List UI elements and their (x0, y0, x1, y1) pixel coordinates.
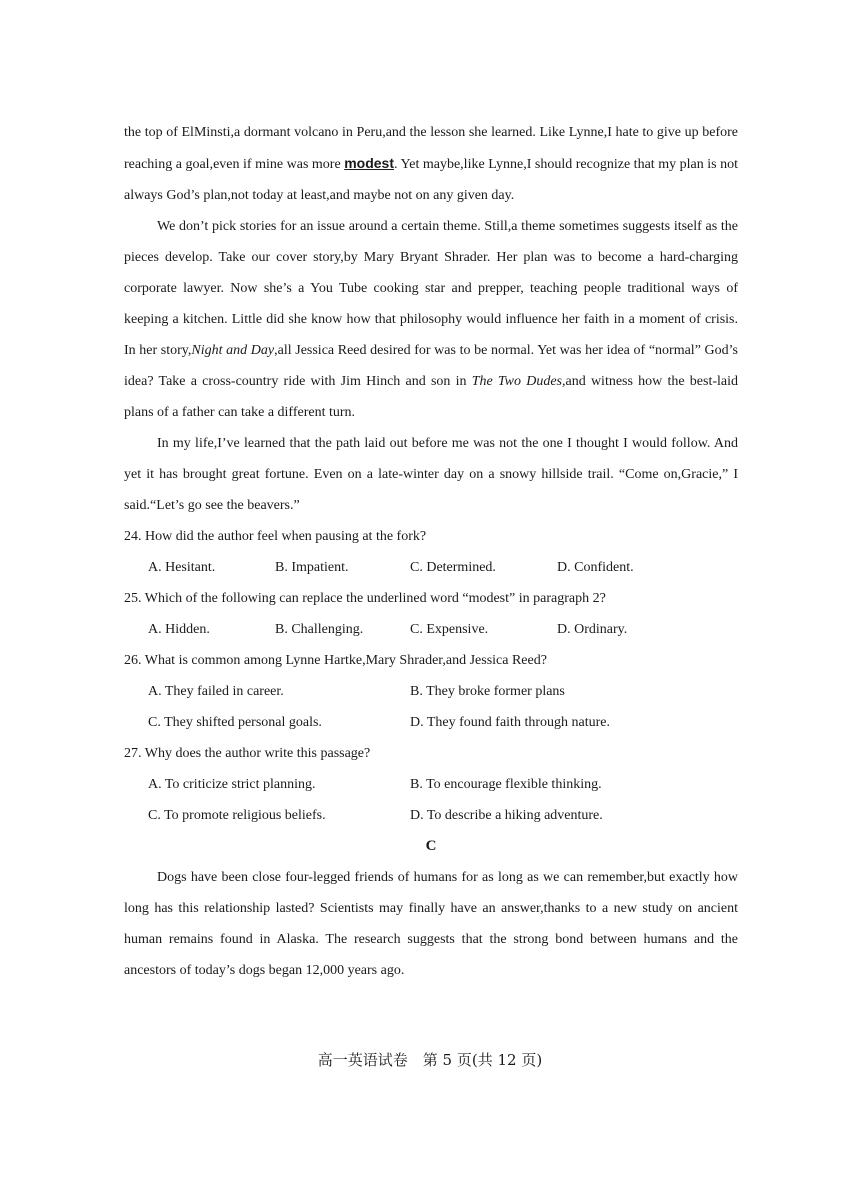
option-b: B. They broke former plans (410, 684, 565, 699)
option-d: D. They found faith through nature. (410, 715, 610, 730)
option-a: A. They failed in career. (148, 684, 284, 699)
question-options (124, 552, 738, 583)
option-b: B. Challenging. (275, 622, 364, 637)
option-d: D. Ordinary. (557, 622, 628, 637)
question-24 (124, 521, 738, 583)
paragraph-text: ,all Jessica Reed desired for was to be normal. Yet was her idea of “normal” God’s idea? Take a cross-country ride with Jim Hinch and son in (124, 343, 738, 389)
question-options-row-1 (124, 676, 738, 707)
option-c: C. Expensive. (410, 622, 489, 637)
question-27 (124, 738, 738, 831)
question-stem: 24. How did the author feel when pausing at the fork? (124, 529, 427, 544)
question-26 (124, 645, 738, 738)
paragraph-text: . Yet maybe,like Lynne,I should recognize that my plan is not always God’s plan,not today at least,and maybe not on any given day. (124, 157, 739, 203)
section-c-paragraph: Dogs have been close four-legged friends of humans for as long as we can remember,but exactly how long has this relationship lasted? Scientists may finally have an answer,thanks to a new study on ancient human remains found in Alaska. The research suggests that the strong bond between humans and the ancestors of today’s dogs began 12,000 years ago. (124, 870, 738, 978)
question-stem: 26. What is common among Lynne Hartke,Mary Shrader,and Jessica Reed? (124, 653, 547, 668)
option-d: D. Confident. (557, 560, 634, 575)
story-title: Night and Day (191, 343, 275, 358)
question-options-row-1 (124, 769, 738, 800)
passage-paragraph-2 (124, 211, 738, 428)
paragraph-text: the top of ElMinsti,a dormant volcano in Peru,and the lesson she learned. Like Lynne,I hate to give up before reaching a goal,even if mine was more (124, 125, 738, 172)
paragraph-text: ,and witness how the best-laid plans of a father can take a different turn. (124, 374, 739, 420)
paragraph-text: We don’t pick stories for an issue around a certain theme. Still,a theme sometimes suggests itself as the pieces develop. Take our cover story,by Mary Bryant Shrader. Her plan was to become a hard-charging corporate lawyer. Now she’s a You Tube cooking star and prepper, teaching people traditional ways of keeping a kitchen. Little did she know how that philosophy would influence her faith in a moment of crisis. In her story, (124, 219, 738, 358)
option-b: B. Impatient. (275, 560, 349, 575)
option-a: A. To criticize strict planning. (148, 777, 316, 792)
option-d: D. To describe a hiking adventure. (410, 808, 603, 823)
story-title: The Two Dudes (471, 374, 563, 389)
option-a: A. Hidden. (148, 622, 210, 637)
exam-page-body (124, 117, 738, 986)
question-stem: 25. Which of the following can replace the underlined word “modest” in paragraph 2? (124, 591, 606, 606)
question-25 (124, 583, 738, 645)
option-c: C. To promote religious beliefs. (148, 808, 326, 823)
option-c: C. Determined. (410, 560, 496, 575)
option-b: B. To encourage flexible thinking. (410, 777, 602, 792)
question-options (124, 614, 738, 645)
option-c: C. They shifted personal goals. (148, 715, 322, 730)
passage-paragraph-1 (124, 117, 738, 211)
page-footer: 高一英语试卷 第 5 页(共 12 页) (317, 1051, 543, 1069)
section-heading: C (425, 838, 437, 854)
underlined-word: modest (344, 155, 395, 171)
question-options-row-2 (124, 707, 738, 738)
option-a: A. Hesitant. (148, 560, 216, 575)
passage-paragraph-3: In my life,I’ve learned that the path laid out before me was not the one I thought I would follow. And yet it has brought great fortune. Even on a late-winter day on a snowy hillside trail. “Come on,Gracie,” I said.“Let’s go see the beavers.” (124, 436, 738, 513)
question-options-row-2 (124, 800, 738, 831)
question-stem: 27. Why does the author write this passage? (124, 746, 371, 761)
